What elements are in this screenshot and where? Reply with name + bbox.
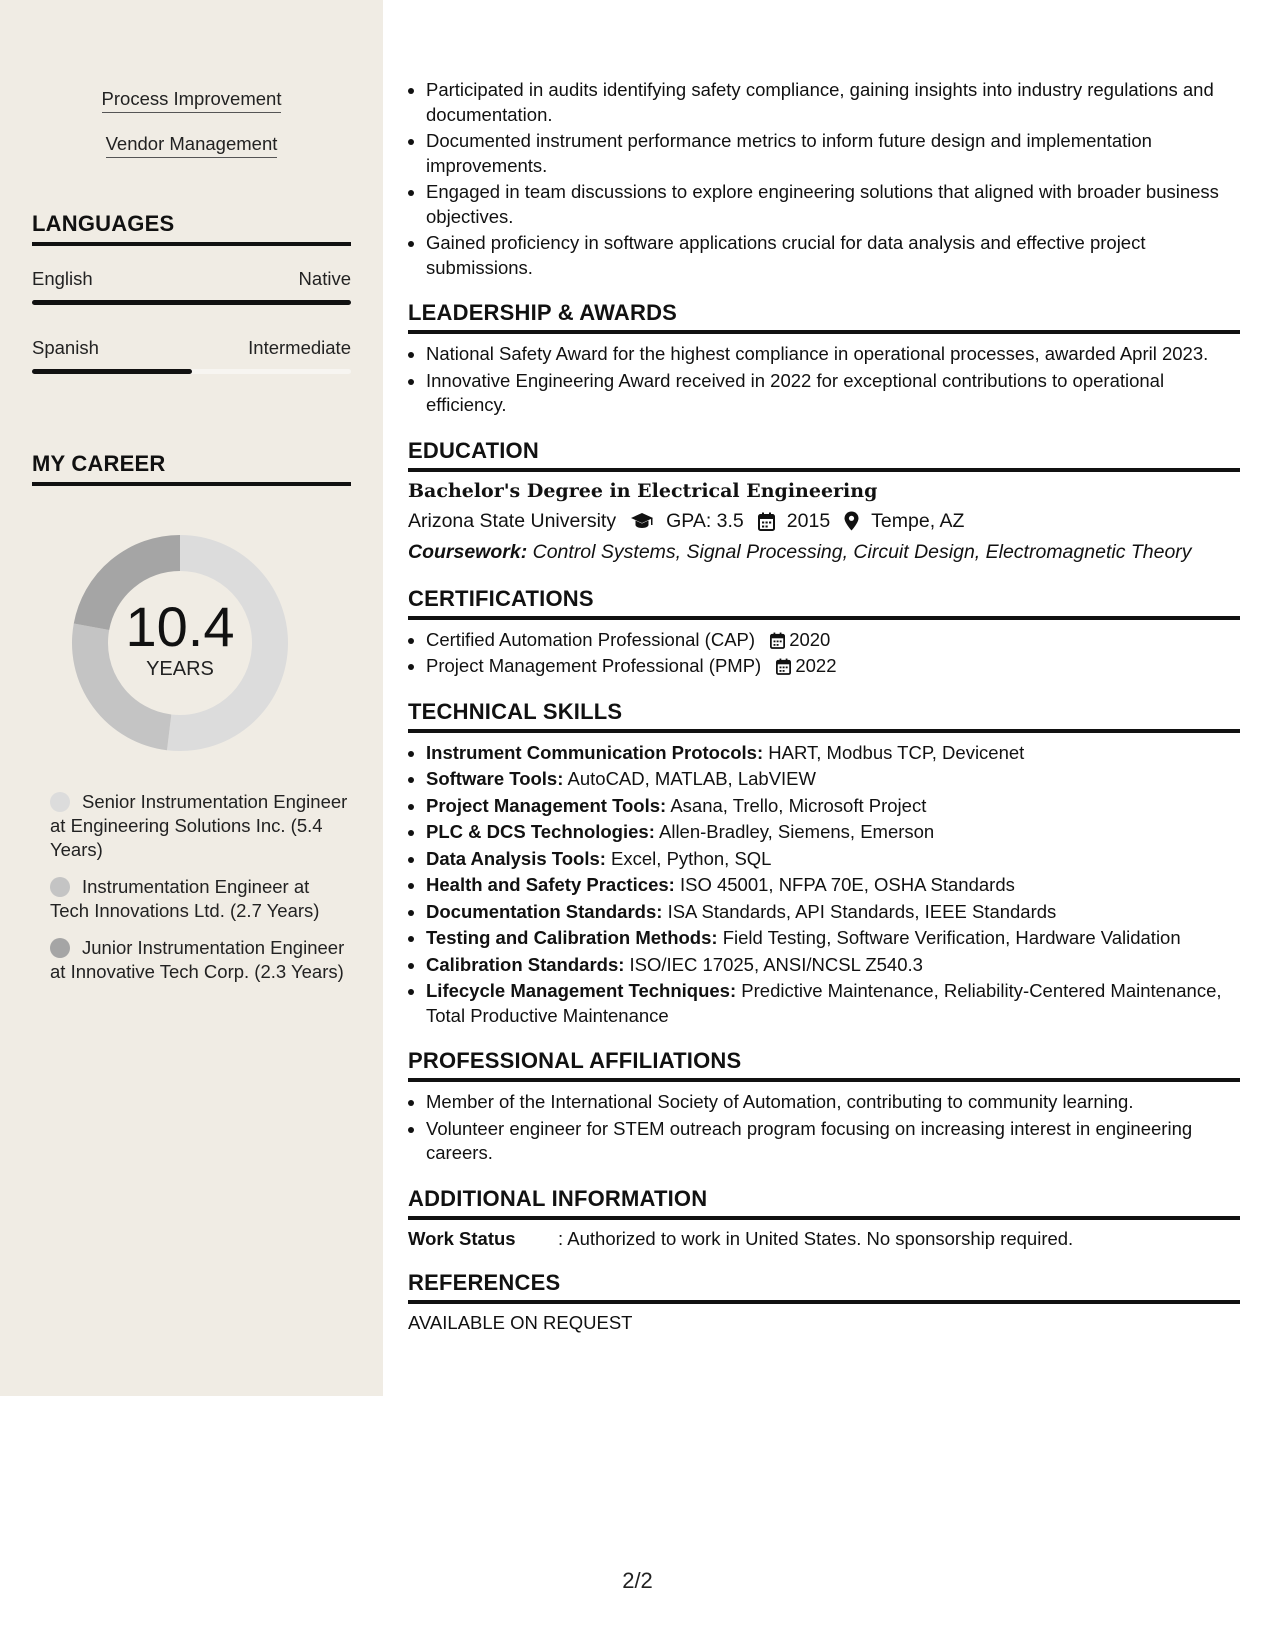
skill-values: ISA Standards, API Standards, IEEE Standards <box>667 900 1057 922</box>
skill-values: Predictive Maintenance, Reliability-Centered Maintenance, Total Productive Maintenance <box>426 980 1222 1026</box>
certification-year: 2022 <box>795 655 837 676</box>
skill-category: Project Management Tools: <box>426 794 667 816</box>
education-school: Arizona State University <box>408 509 617 532</box>
coursework-label: Coursework: <box>408 540 528 563</box>
language-level: Native <box>298 268 351 289</box>
list-item <box>426 979 1240 1028</box>
calendar-icon <box>770 632 785 649</box>
skill-category: Documentation Standards: <box>426 900 663 922</box>
language-row <box>32 337 351 359</box>
certification-name: Certified Automation Professional (CAP) <box>426 628 756 650</box>
skill-category: Instrument Communication Protocols: <box>426 741 764 763</box>
education-title: EDUCATION <box>408 438 1240 472</box>
work-status-value: : Authorized to work in United States. No sponsorship required. <box>558 1227 1074 1249</box>
skill-category: Health and Safety Practices: <box>426 874 675 895</box>
career-legend-item <box>50 875 350 923</box>
experience-bullets <box>408 78 1240 280</box>
list-item <box>426 794 1240 819</box>
career-donut-center <box>63 526 297 760</box>
page-number: 2/2 <box>622 1568 653 1593</box>
main-content <box>408 78 1240 1334</box>
list-item <box>426 926 1240 951</box>
skill-category: Lifecycle Management Techniques: <box>426 980 737 1001</box>
technical-skills-list <box>408 741 1240 1029</box>
legend-dot <box>50 938 70 958</box>
language-proficiency-fill <box>32 300 351 305</box>
affiliations-list <box>408 1090 1240 1166</box>
skill-values: ISO/IEC 17025, ANSI/NCSL Z540.3 <box>629 953 923 975</box>
skill-category: Testing and Calibration Methods: <box>426 927 718 948</box>
education-gpa: GPA: 3.5 <box>666 509 744 532</box>
list-item: • Member of the International Society of Automation, contributing to community learning. <box>426 1090 1240 1115</box>
list-item <box>426 767 1240 792</box>
skill-values: ISO 45001, NFPA 70E, OSHA Standards <box>679 874 1015 895</box>
language-proficiency-bar <box>32 369 351 374</box>
certification-year: 2020 <box>789 628 831 650</box>
references-text: AVAILABLE ON REQUEST <box>408 1311 633 1333</box>
certifications-list <box>408 628 1240 679</box>
career-heading: MY CAREER <box>32 451 351 486</box>
map-pin-icon <box>844 511 859 531</box>
career-total-years: 10.4 <box>125 594 235 658</box>
skill-values: Asana, Trello, Microsoft Project <box>670 794 927 816</box>
list-item <box>426 873 1240 898</box>
career-legend-item <box>50 790 350 862</box>
career-legend-item <box>50 936 350 984</box>
career-legend-label: Instrumentation Engineer at Tech Innovations Ltd. (2.7 Years) <box>50 876 320 921</box>
work-status-row <box>408 1228 1240 1250</box>
list-item <box>426 741 1240 766</box>
list-item: • Innovative Engineering Award received in 2022 for exceptional contributions to operational efficiency. <box>426 369 1240 418</box>
skill-values: AutoCAD, MATLAB, LabVIEW <box>567 768 816 789</box>
legend-dot <box>50 792 70 812</box>
list-item <box>426 820 1240 845</box>
sidebar <box>0 0 383 1396</box>
skill-values: Allen-Bradley, Siemens, Emerson <box>659 821 935 842</box>
list-item <box>426 900 1240 925</box>
leadership-list <box>408 342 1240 418</box>
list-item: • Gained proficiency in software applications crucial for data analysis and effective project submissions. <box>426 231 1240 280</box>
technical-skills-title: TECHNICAL SKILLS <box>408 699 1240 733</box>
list-item: • Documented instrument performance metrics to inform future design and implementation improvements. <box>426 129 1240 178</box>
list-item: • Participated in audits identifying safety compliance, gaining insights into industry regulations and documentation. <box>426 78 1240 127</box>
skill-category: Data Analysis Tools: <box>426 847 606 869</box>
language-name: English <box>32 268 93 289</box>
education-meta <box>408 510 1240 533</box>
languages-heading: LANGUAGES <box>32 211 351 246</box>
skill-item <box>32 88 351 113</box>
language-proficiency-bar <box>32 300 351 305</box>
career-donut-chart <box>63 526 297 760</box>
skill-category: PLC & DCS Technologies: <box>426 821 655 842</box>
calendar-icon <box>776 658 791 675</box>
list-item <box>426 847 1240 872</box>
certifications-title: CERTIFICATIONS <box>408 586 1240 620</box>
additional-info-title: ADDITIONAL INFORMATION <box>408 1186 1240 1220</box>
skill-category: Calibration Standards: <box>426 953 625 975</box>
career-total-unit: YEARS <box>146 657 214 680</box>
language-proficiency-fill <box>32 369 192 374</box>
graduation-cap-icon <box>630 512 654 530</box>
list-item <box>426 953 1240 978</box>
list-item: • Volunteer engineer for STEM outreach program focusing on increasing interest in engineering careers. <box>426 1117 1240 1166</box>
skill-label: Vendor Management <box>106 133 278 158</box>
career-legend <box>50 790 350 997</box>
affiliations-title: PROFESSIONAL AFFILIATIONS <box>408 1048 1240 1082</box>
calendar-icon <box>758 512 775 531</box>
career-legend-label: Senior Instrumentation Engineer at Engineering Solutions Inc. (5.4 Years) <box>50 791 348 860</box>
coursework-value: Control Systems, Signal Processing, Circuit Design, Electromagnetic Theory <box>532 540 1192 563</box>
certification-name: Project Management Professional (PMP) <box>426 655 762 676</box>
skill-item <box>32 133 351 158</box>
skill-values: Field Testing, Software Verification, Hardware Validation <box>722 927 1181 948</box>
education-degree: Bachelor's Degree in Electrical Engineering <box>408 479 878 502</box>
references-title: REFERENCES <box>408 1270 1240 1304</box>
leadership-title: LEADERSHIP & AWARDS <box>408 300 1240 334</box>
skill-values: Excel, Python, SQL <box>611 847 772 869</box>
skill-values: HART, Modbus TCP, Devicenet <box>768 741 1025 763</box>
work-status-label: Work Status <box>408 1227 516 1249</box>
skill-label: Process Improvement <box>102 88 282 113</box>
career-legend-label: Junior Instrumentation Engineer at Innovative Tech Corp. (2.3 Years) <box>50 937 345 982</box>
list-item <box>426 628 1240 653</box>
education-location: Tempe, AZ <box>871 509 965 532</box>
list-item: • Engaged in team discussions to explore engineering solutions that aligned with broader business objectives. <box>426 180 1240 229</box>
legend-dot <box>50 877 70 897</box>
list-item: • National Safety Award for the highest compliance in operational processes, awarded April 2023. <box>426 342 1240 367</box>
language-level: Intermediate <box>248 337 351 358</box>
list-item <box>426 654 1240 679</box>
language-row <box>32 268 351 290</box>
language-name: Spanish <box>32 337 99 358</box>
education-coursework <box>408 541 1240 564</box>
education-year: 2015 <box>786 509 831 532</box>
skill-category: Software Tools: <box>426 768 564 789</box>
